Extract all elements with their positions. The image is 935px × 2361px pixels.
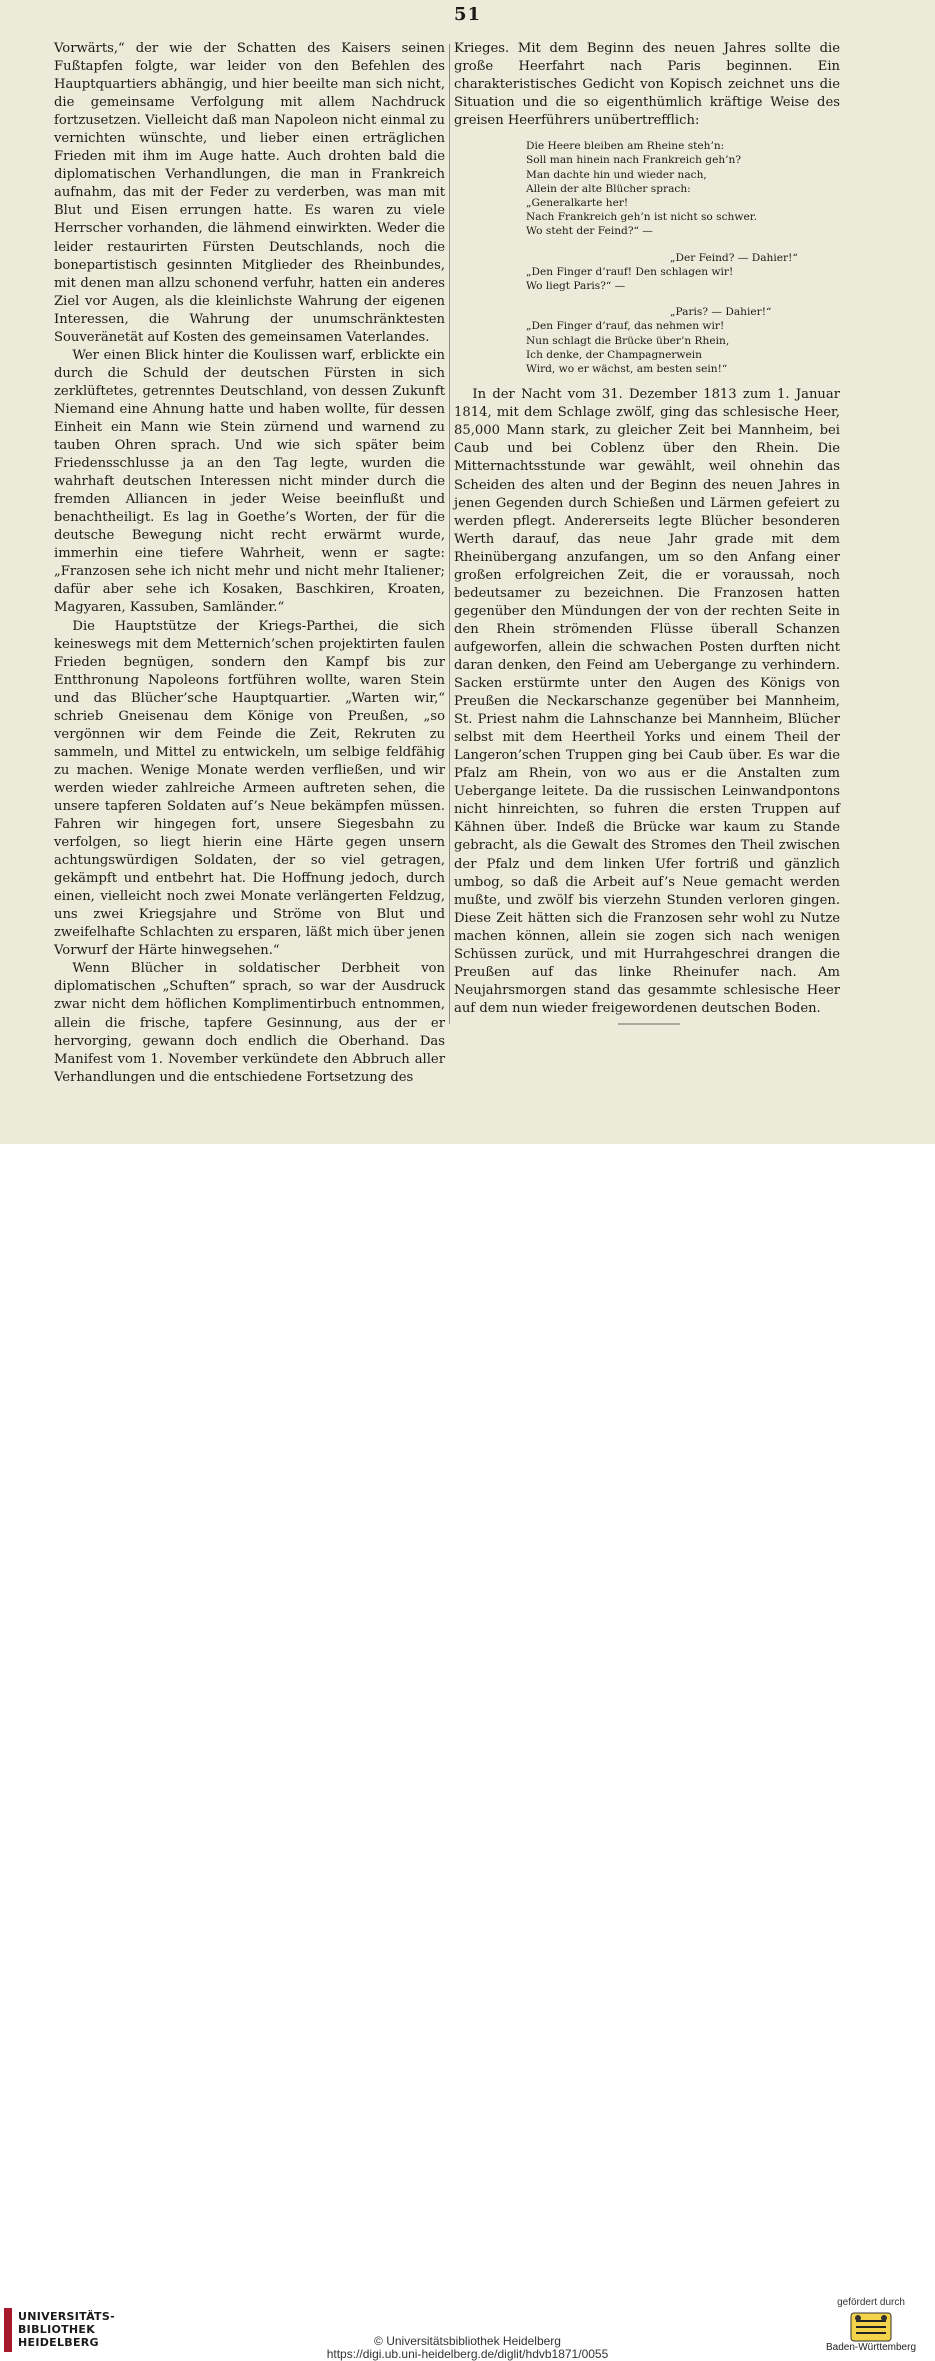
stanza-gap [526,239,840,251]
sponsor-name: Baden-Württemberg [825,2342,917,2353]
sponsor-label: gefördert durch [837,2297,905,2308]
logo-line: HEIDELBERG [18,2336,99,2349]
poem-line: Wird, wo er wächst, am besten sein!“ [526,363,728,376]
poem-line: Man dachte hin und wieder nach, [526,168,707,181]
copyright-notice: © Universitätsbibliothek Heidelberg [374,2334,561,2348]
scanned-page [0,0,935,1144]
right-column-intro: Krieges. Mit dem Beginn des neuen Jahres sollte die große Heerfahrt nach Paris beginnen. Ein charakteristisches Gedicht von Kopisch zeichnet uns die Situation und die so eigenthümlich kräftige Weise des greisen Heerführers unübertrefflich: [454,41,840,129]
right-column [454,40,840,1018]
poem-line: „Den Finger d’rauf! Den schlagen wir! [526,265,734,278]
left-paragraph: Vorwärts,“ der wie der Schatten des Kaisers seinen Fußtapfen folgte, war leider von den Befehlen des Hauptquartiers abhängig, und hier beeilte man sich nicht, die gemeinsame Verfolgung mit allem Nachdruck fortzusetzen. Vielleicht daß man Napoleon nicht einmal zu vernichten wünschte, und lieber einen erträglichen Frieden mit ihm im Auge hatte. Auch drohten bald die diplomatischen Verhandlungen, die man in Frankreich aufnahm, das mit der Feder zu verderben, was man mit Blut und Eisen errungen hatte. Es waren zu viele Herrscher vorhanden, die lähmend einwirkten. Weder die leider restaurirten Fürsten Deutschlands, noch die bonepartistisch gesinnten Mitglieder des Rheinbundes, mit denen man allzu schonend verfuhr, hatten ein anderes Ziel vor Augen, als die kleinlichste Wahrung der eigenen Interessen, die Wahrung der unumschränktesten Souveränetät auf Kosten des gemeinsamen Vaterlandes. [54,41,445,345]
poem-line: „Generalkarte her! [526,197,629,210]
poem-line: Ich denke, der Champagnerwein [526,348,702,361]
end-ornament-rule [618,1023,680,1025]
poem-line: Die Heere bleiben am Rheine steh’n: [526,140,725,153]
poem-line: Soll man hinein nach Frankreich geh’n? [526,154,742,167]
logo-line: BIBLIOTHEK [18,2323,96,2336]
footer-bar [0,1144,935,2361]
poem-line: Wo liegt Paris?“ — [526,280,626,293]
logo-line: UNIVERSITÄTS- [18,2310,115,2323]
stanza-gap [526,293,840,305]
left-column [54,40,445,1087]
poem-line: Allein der alte Blücher sprach: [526,182,691,195]
sponsor-block [812,2297,930,2353]
poem-line: „Der Feind? — Dahier!“ [670,251,798,264]
column-divider [449,44,450,1024]
page-number: 51 [453,4,482,25]
poem [526,139,840,376]
left-paragraph: Die Hauptstütze der Kriegs-Parthei, die sich keineswegs mit dem Metternich’schen projektirten faulen Frieden begnügen, sondern den Kampf bis zur Entthronung Napoleons fortführen wollte, waren Stein und das Blücher’sche Hauptquartier. „Warten wir,“ schrieb Gneisenau dem Könige von Preußen, „so vergönnen wir dem Feinde die Zeit, Rekruten zu sammeln, und Mittel zu entwickeln, um selbige feldfähig zu machen. Wenige Monate werden verfließen, und wir werden wieder zahlreiche Armeen auftreten sehen, die unsere tapferen Soldaten auf’s Neue bekämpfen müssen. Fahren wir hingegen fort, unsere Siegesbahn zu verfolgen, so liegt hierin eine Härte gegen unsern achtungswürdigen Soldaten, der so viel getragen, gekämpft und entbehrt hat. Die Hoffnung jedoch, durch einen, vielleicht noch zwei Monate verlängerten Feldzug, uns zwei Kriegsjahre und Ströme von Blut und zweifelhafte Schlachten zu ersparen, läßt mich über jenen Vorwurf der Härte hinwegsehen.“ [54,618,445,959]
poem-line: Nun schlagt die Brücke über’n Rhein, [526,334,730,347]
poem-line: Wo steht der Feind?“ — [526,225,653,238]
poem-line: „Paris? — Dahier!“ [670,306,772,319]
right-column-body: In der Nacht vom 31. Dezember 1813 zum 1. Januar 1814, mit dem Schlage zwölf, ging das schlesische Heer, 85,000 Mann stark, zu gleicher Zeit bei Mannheim, bei Caub und bei Coblenz über den Rhein. Die Mitternachtsstunde war gewählt, weil ohnehin das Scheiden des alten und der Beginn des neuen Jahres in jenen Gegenden durch Schießen und Lärmen gefeiert zu werden pflegt. Andererseits legte Blücher besonderen Werth darauf, das neue Jahr grade mit dem Rheinübergang anzufangen, um so den Anfang einer großen erfolgreichen Zeit, die er voraussah, noch bedeutsamer zu bezeichnen. Die Franzosen hatten gegenüber den Mündungen der von der rechten Seite in den Rhein strömenden Flüsse überall Schanzen aufgeworfen, allein die schwachen Posten durften nicht daran denken, den Feind am Uebergange zu verhindern. Sacken erstürmte unter den Augen des Königs von Preußen die Neckarschanze gegenüber bei Mannheim, St. Priest nahm die Lahnschanze bei Mannheim, Blücher selbst mit dem Heertheil Yorks und einem Theil der Langeron’schen Truppen ging bei Caub über. Es war die Pfalz am Rhein, von wo aus er die Anstalten zum Uebergange leitete. Da die russischen Leinwandpontons nicht hinreichten, so fuhren die ersten Truppen auf Kähnen über. Indeß die Brücke war kaum zu Stande gebracht, als die Gewalt des Stromes den Theil zwischen der Pfalz und dem linken Ufer fortriß und gänzlich umbog, so daß die Arbeit auf’s Neue gemacht werden mußte, und zwölf bis vierzehn Stunden verloren gingen. Diese Zeit hätten sich die Franzosen sehr wohl zu Nutze machen können, allein sie zogen sich nach wenigen Schüssen zurück, und mit Hurrahgeschrei drangen die Preußen auf das linke Rheinufer nach. Am Neujahrsmorgen stand das gesammte schlesische Heer auf dem nun wieder freigewordenen deutschen Boden. [454,387,840,1016]
permalink[interactable]: https://digi.ub.uni-heidelberg.de/diglit/hdvb1871/0055 [326,2347,609,2361]
poem-line: Nach Frankreich geh’n ist nicht so schwer. [526,211,757,224]
left-paragraph: Wenn Blücher in soldatischer Derbheit von diplomatischen „Schuften“ sprach, so war der Ausdruck zwar nicht dem höflichen Komplimentirbuch entnommen, allein die frische, tapfere Gesinnung, aus der er hervorging, gewann doch endlich die Oberhand. Das Manifest vom 1. November verkündete den Abbruch aller Verhandlungen und die entschiedene Fortsetzung des [54,961,445,1085]
poem-line: „Den Finger d’rauf, das nehmen wir! [526,320,725,333]
left-paragraph: Wer einen Blick hinter die Koulissen warf, erblickte ein durch die Schuld der deutschen Fürsten in sich zerklüftetes, getrenntes Deutschland, von dessen Zukunft Niemand eine Ahnung hatte und haben wollte, für dessen Einheit ein Mann wie Stein zürnend und warnend zu tauben Ohren sprach. Und wie sich später beim Friedensschlusse ja an den Tag legte, wurden die wahrhaft deutschen Interessen nicht minder durch die fremden Alliancen in jeder Weise beeinflußt und benachtheiligt. Es lag in Goethe’s Worten, der für die deutsche Bewegung nicht recht erwärmt wurde, immerhin eine tiefere Wahrheit, wenn er sagte: „Franzosen sehe ich nicht mehr und nicht mehr Italiener; dafür aber sehe ich Kosaken, Baschkiren, Kroaten, Magyaren, Kassuben, Samländer.“ [54,347,445,616]
coat-of-arms-icon [850,2312,892,2342]
